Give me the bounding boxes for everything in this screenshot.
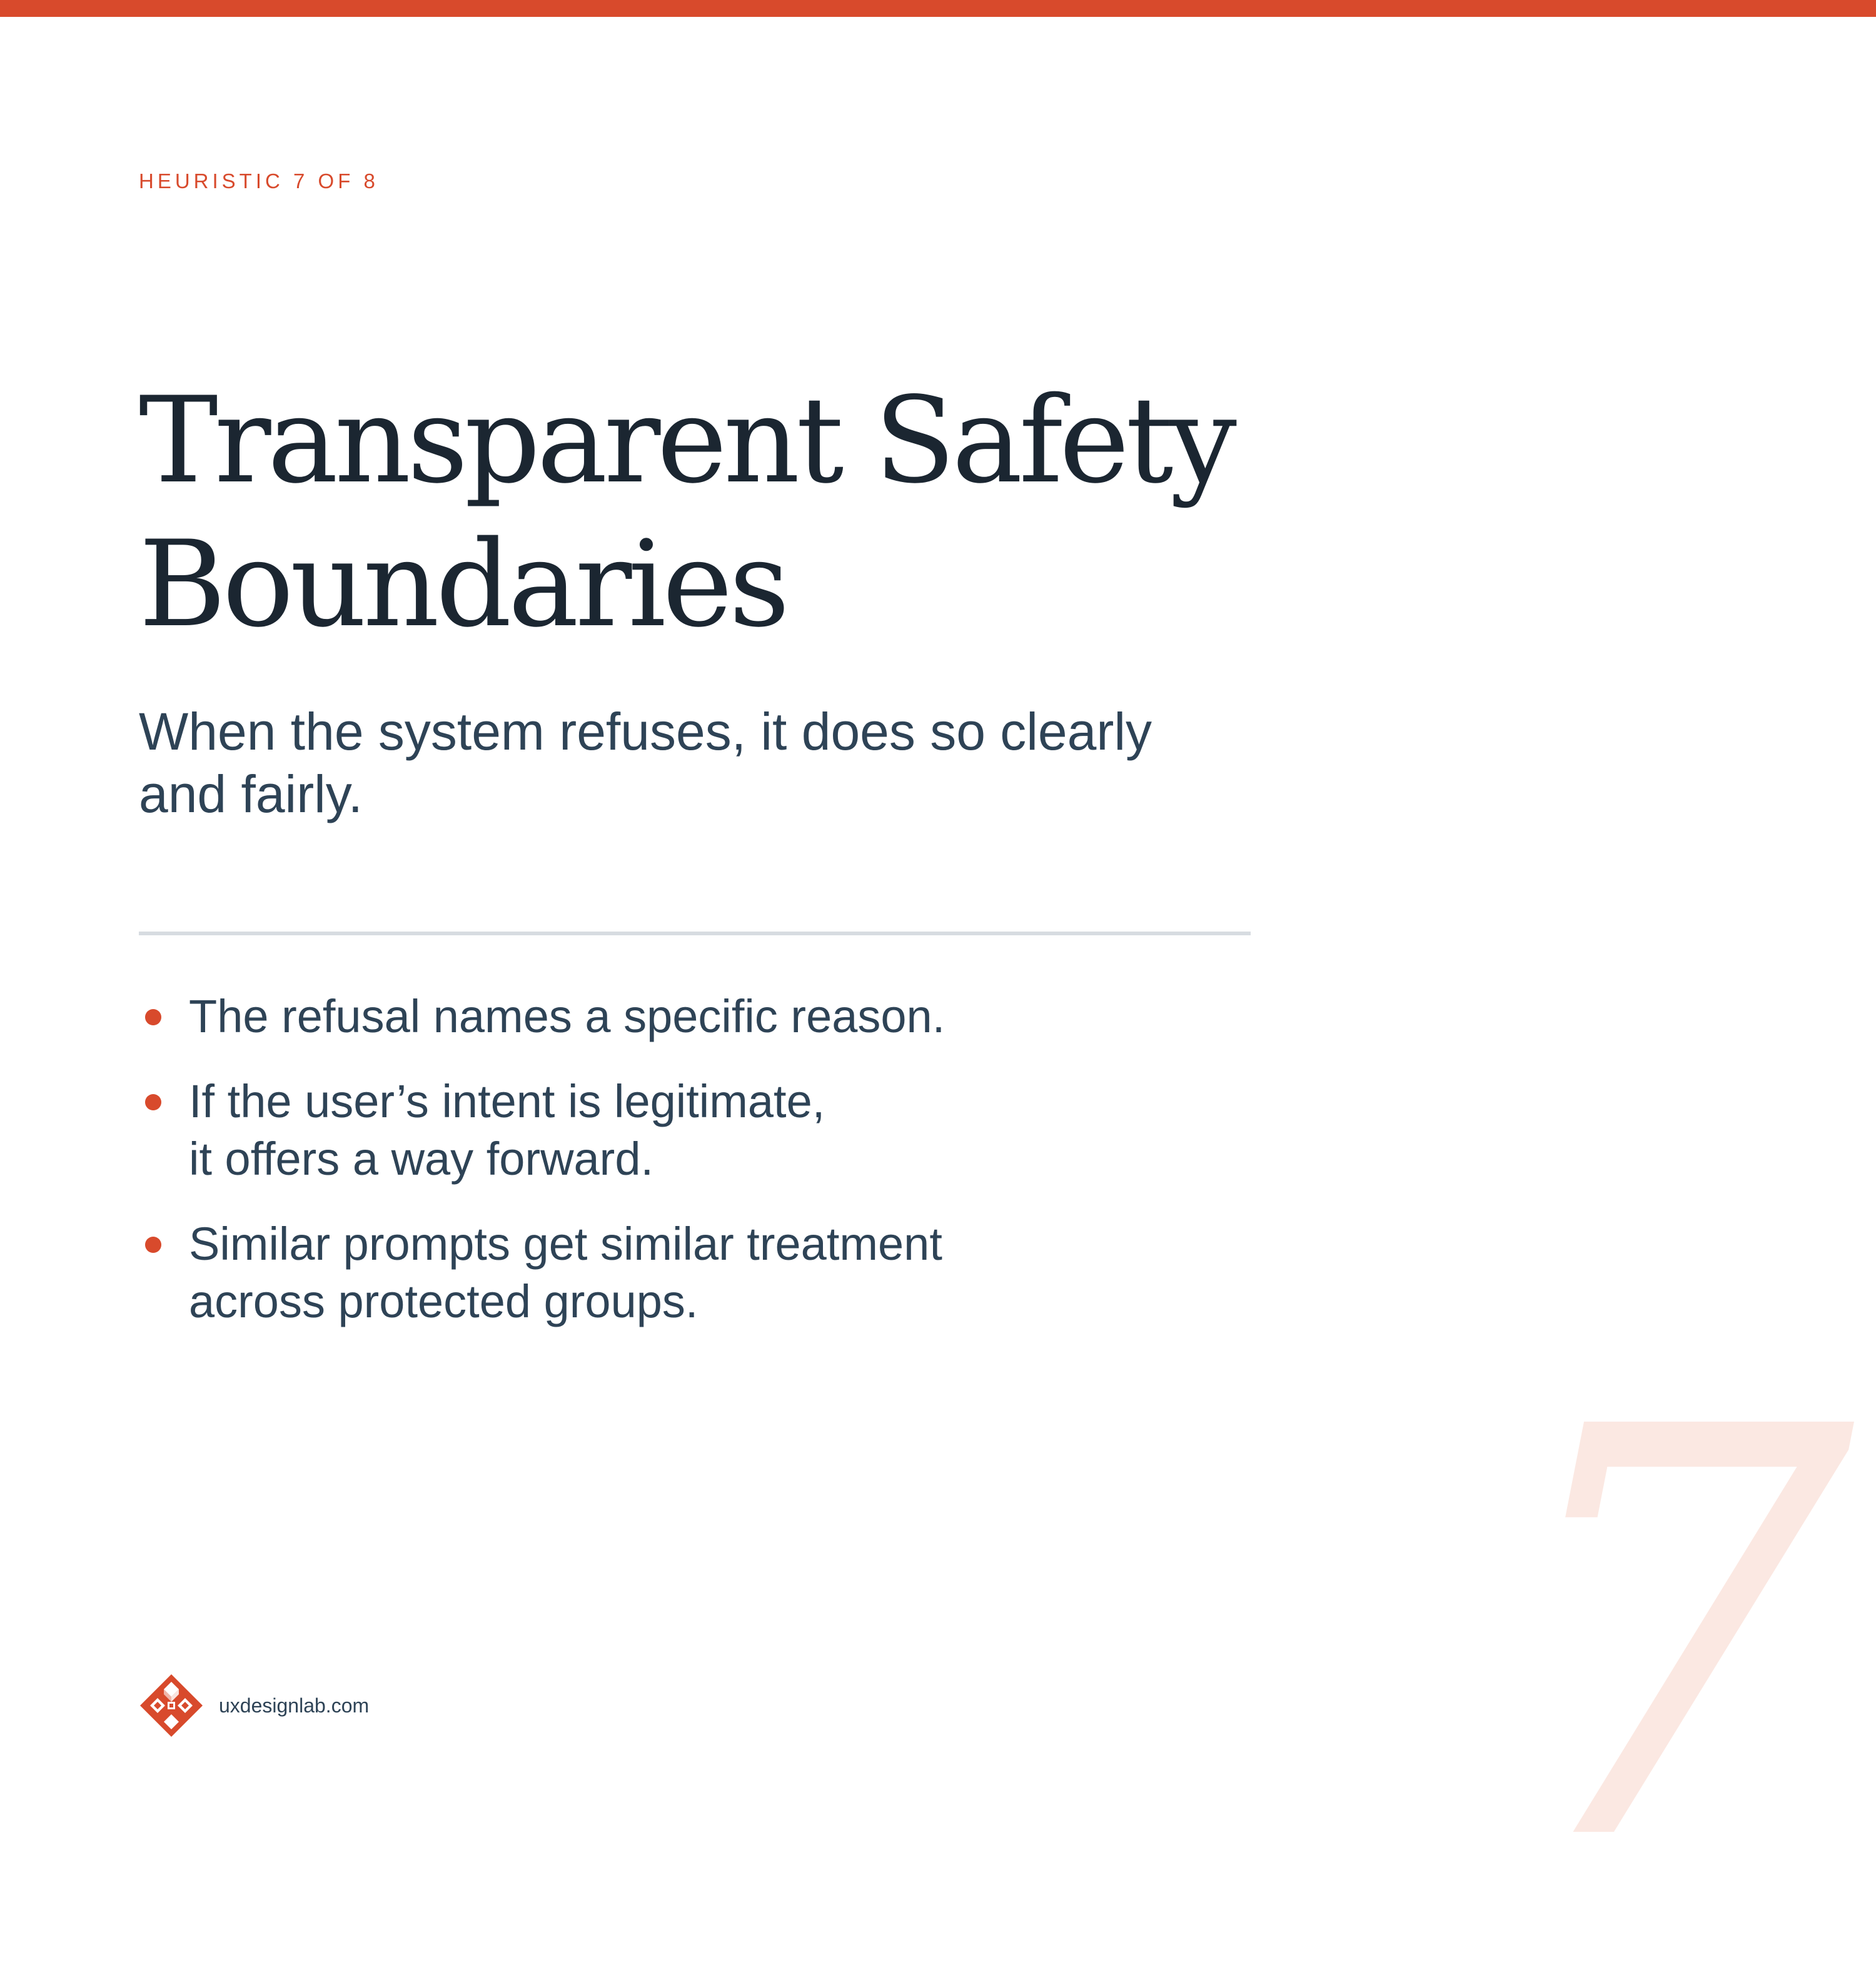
bullet-text: across protected groups. xyxy=(189,1275,698,1327)
page-title xyxy=(139,369,1327,656)
footer-domain: uxdesignlab.com xyxy=(219,1694,370,1717)
bullet-text: it offers a way forward. xyxy=(189,1133,654,1185)
divider xyxy=(139,932,1251,935)
top-accent-bar xyxy=(0,0,1876,17)
bullet-item xyxy=(139,1215,1264,1330)
subtitle-line: When the system refuses, it does so clearly xyxy=(139,702,1152,761)
bullet-dot-icon xyxy=(145,1237,161,1253)
bullet-text: Similar prompts get similar treatment xyxy=(189,1218,942,1270)
bullet-item xyxy=(139,988,1264,1045)
title-line: Boundaries xyxy=(139,515,787,653)
subtitle-line: and fairly. xyxy=(139,765,363,823)
title-line: Transparent Safety xyxy=(139,371,1233,510)
subtitle xyxy=(139,700,1327,825)
bullet-item xyxy=(139,1073,1264,1188)
decorative-numeral: 7 xyxy=(1496,1310,1855,1965)
bullet-list xyxy=(139,988,1264,1358)
bullet-text: If the user’s intent is legitimate, xyxy=(189,1075,825,1127)
footer xyxy=(139,1673,369,1738)
geometric-diamond-logo-icon xyxy=(139,1673,204,1738)
bullet-dot-icon xyxy=(145,1009,161,1025)
bullet-dot-icon xyxy=(145,1094,161,1110)
bullet-text: The refusal names a specific reason. xyxy=(189,990,946,1042)
heuristic-counter: HEURISTIC 7 OF 8 xyxy=(139,169,379,193)
